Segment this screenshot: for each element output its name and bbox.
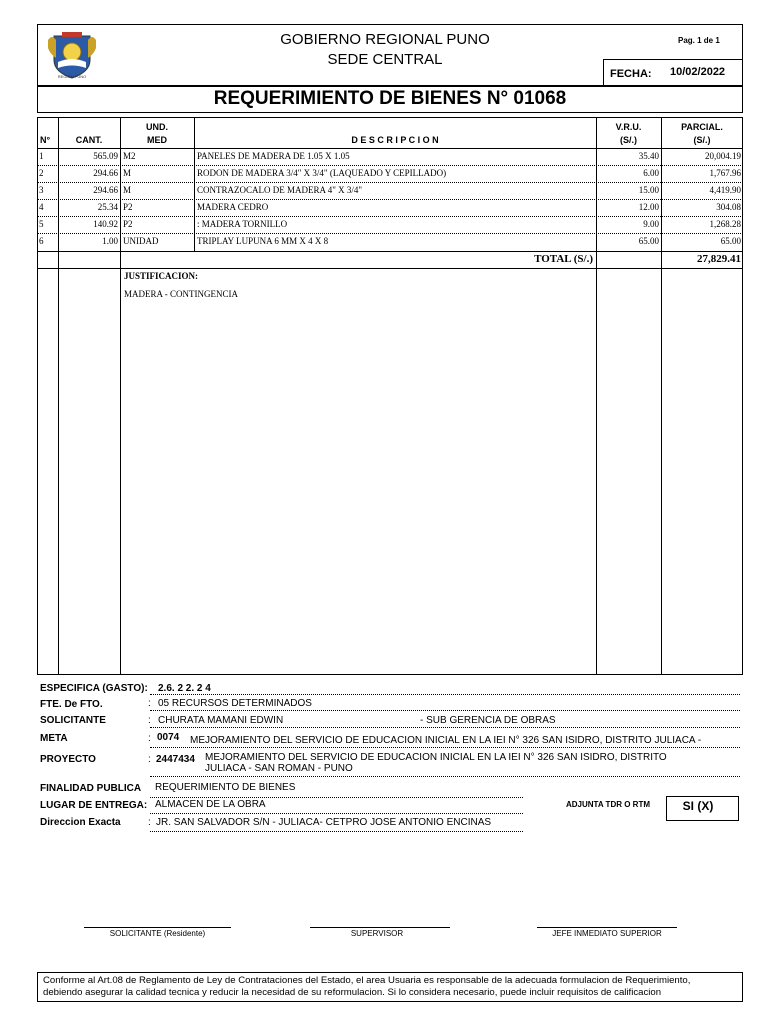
proyecto-line2: JULIACA - SAN ROMAN - PUNO [205, 763, 353, 774]
row-num: 5 [39, 219, 44, 229]
row-partial: 304.08 [716, 202, 741, 212]
org-subtitle: SEDE CENTRAL [327, 51, 443, 68]
col-header-unit-bottom: MED [147, 135, 167, 145]
proyecto-label: PROYECTO [40, 754, 96, 765]
fte-label: FTE. De FTO. [40, 699, 103, 710]
proyecto-colon: : [148, 754, 151, 765]
especifica-label: ESPECIFICA (GASTO): [40, 683, 148, 694]
solicitante-colon: : [148, 715, 151, 726]
items-table [37, 117, 743, 675]
date-value: 10/02/2022 [670, 66, 726, 78]
row-num: 2 [39, 168, 44, 178]
logo [44, 30, 100, 82]
col-header-partial-top: PARCIAL. [681, 122, 723, 132]
finalidad-label: FINALIDAD PUBLICA [40, 783, 142, 794]
logo-text: REGIÓN PUNO [57, 74, 87, 79]
signature-line [537, 927, 677, 928]
row-num: 3 [39, 185, 44, 195]
row-qty: 1.00 [102, 236, 118, 246]
col-header-vru-bottom: (S/.) [620, 135, 637, 145]
footer-note-line1: Conforme al Art.08 de Reglamento de Ley de Contrataciones del Estado, el area Usuaria es responsable de la adecuada formulacion de Requerimiento, [43, 975, 691, 986]
adjunta-value: SI (X) [682, 799, 714, 813]
row-description: CONTRAZOCALO DE MADERA 4" X 3/4" [197, 185, 363, 195]
lugar-value: ALMACEN DE LA OBRA [155, 799, 266, 810]
col-header-partial-bottom: (S/.) [693, 135, 711, 145]
row-partial: 20,004.19 [705, 151, 741, 161]
col-header-unit-top: UND. [146, 122, 168, 132]
row-unit: P2 [123, 219, 133, 229]
row-unit: P2 [123, 202, 133, 212]
row-num: 6 [39, 236, 44, 246]
solicitante-label: SOLICITANTE [40, 715, 106, 726]
especifica-value: 2.6. 2 2. 2 4 [158, 683, 211, 694]
row-description: TRIPLAY LUPUNA 6 MM X 4 X 8 [197, 236, 329, 246]
direccion-value: JR. SAN SALVADOR S/N - JULIACA- CETPRO JOSE ANTONIO ENCINAS [156, 817, 492, 828]
row-vru: 65.00 [638, 236, 659, 246]
row-unit: M2 [123, 151, 136, 161]
signature-solicitante: SOLICITANTE (Residente) [109, 929, 206, 938]
row-unit: M [123, 185, 132, 195]
document-title: REQUERIMIENTO DE BIENES N° 01068 [213, 88, 567, 109]
fte-colon: : [148, 698, 151, 709]
proyecto-line1: MEJORAMIENTO DEL SERVICIO DE EDUCACION INICIAL EN LA IEI N° 326 SAN ISIDRO, DISTRITO [205, 752, 667, 763]
col-header-qty: CANT. [75, 135, 103, 145]
signature-line [310, 927, 450, 928]
col-header-num: N° [40, 135, 51, 145]
solicitante-area: - SUB GERENCIA DE OBRAS [420, 715, 556, 726]
row-vru: 12.00 [638, 202, 659, 212]
adjunta-label: ADJUNTA TDR O RTM [566, 800, 650, 809]
col-header-vru-top: V.R.U. [615, 122, 642, 132]
col-header-description: D E S C R I P C I O N [351, 135, 439, 145]
date-label: FECHA: [610, 68, 652, 80]
fte-value: 05 RECURSOS DETERMINADOS [158, 698, 312, 709]
row-unit: UNIDAD [123, 236, 159, 246]
row-description: : MADERA TORNILLO [197, 219, 288, 229]
row-partial: 1,767.96 [709, 168, 741, 178]
signature-jefe: JEFE INMEDIATO SUPERIOR [552, 929, 662, 938]
row-qty: 294.66 [93, 168, 118, 178]
meta-colon: : [148, 733, 151, 744]
row-vru: 35.40 [638, 151, 659, 161]
signature-supervisor: SUPERVISOR [350, 929, 404, 938]
signature-line [84, 927, 231, 928]
total-label: TOTAL (S/.) [534, 253, 593, 265]
row-partial: 1,268.28 [709, 219, 741, 229]
row-description: PANELES DE MADERA DE 1.05 X 1.05 [197, 151, 350, 161]
direccion-label: Direccion Exacta [40, 817, 121, 828]
row-num: 4 [39, 202, 44, 212]
row-partial: 65.00 [720, 236, 741, 246]
proyecto-code: 2447434 [156, 754, 195, 765]
solicitante-value: CHURATA MAMANI EDWIN [158, 715, 284, 726]
row-qty: 565.09 [93, 151, 118, 161]
row-qty: 140.92 [93, 219, 118, 229]
meta-value: MEJORAMIENTO DEL SERVICIO DE EDUCACION INICIAL EN LA IEI N° 326 SAN ISIDRO, DISTRITO JULIACA - [190, 735, 702, 746]
row-description: RODON DE MADERA 3/4" X 3/4" (LAQUEADO Y CEPILLADO) [197, 168, 447, 178]
row-description: MADERA CEDRO [197, 202, 269, 212]
row-unit: M [123, 168, 132, 178]
direccion-colon: : [148, 817, 151, 828]
justification-label: JUSTIFICACION: [124, 271, 199, 281]
row-vru: 6.00 [643, 168, 659, 178]
page-number: Pag. 1 de 1 [678, 36, 720, 45]
row-vru: 9.00 [643, 219, 659, 229]
finalidad-value: REQUERIMIENTO DE BIENES [155, 782, 296, 793]
lugar-label: LUGAR DE ENTREGA: [40, 800, 148, 811]
justification-text: MADERA - CONTINGENCIA [124, 289, 238, 299]
org-name: GOBIERNO REGIONAL PUNO [280, 31, 490, 48]
total-value: 27,829.41 [697, 253, 741, 265]
meta-label: META [40, 733, 68, 744]
row-qty: 294.66 [93, 185, 118, 195]
row-qty: 25.34 [97, 202, 118, 212]
meta-code: 0074 [157, 732, 180, 743]
row-partial: 4,419.90 [709, 185, 741, 195]
row-vru: 15.00 [638, 185, 659, 195]
footer-note-line2: debiendo asegurar la calidad tecnica y reducir la necesidad de su reformulacion. Si lo considera necesario, puede incluir requisitos de calificacion [43, 987, 662, 998]
row-num: 1 [39, 151, 44, 161]
